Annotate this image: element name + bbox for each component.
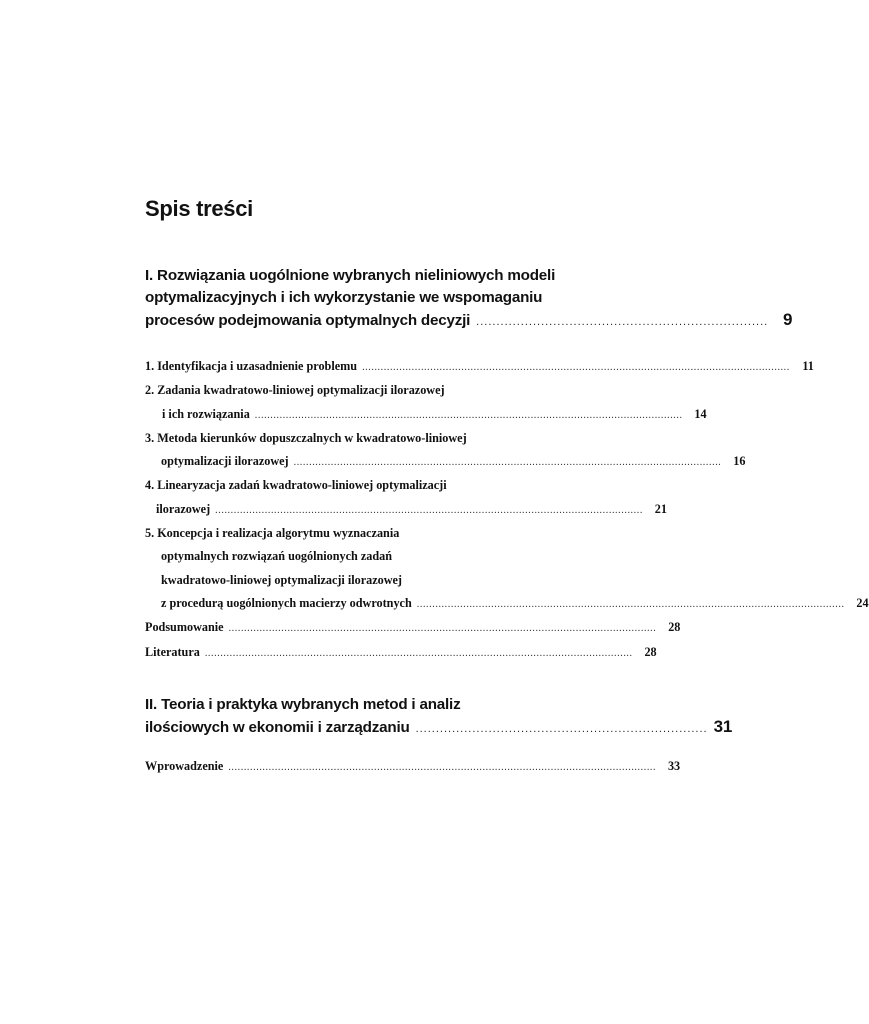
toc-entry-line [145, 403, 707, 427]
part-1-title-line: I. Rozwiązania uogólnione wybranych nieliniowych modeli [145, 267, 556, 284]
part-2-title-line: ilościowych w ekonomii i zarządzaniu [145, 719, 410, 736]
toc-entry-line [145, 641, 657, 665]
toc-entry-line [145, 616, 681, 640]
toc-entry-text: 2. Zadania kwadratowo-liniowej optymalizacji ilorazowej [145, 383, 445, 398]
toc-entry-3 [145, 427, 746, 475]
toc-entry-page: 28 [644, 644, 657, 659]
dot-leader: ........................................................................ [476, 316, 769, 328]
toc-entry-text: Podsumowanie [145, 620, 224, 635]
toc-entry-page: 28 [668, 620, 681, 635]
toc-entry-text: 5. Koncepcja i realizacja algorytmu wyznaczania [145, 526, 400, 541]
toc-entry-line [145, 450, 746, 474]
toc-entry-page: 24 [856, 595, 869, 610]
part-2-title-line: II. Teoria i praktyka wybranych metod i analiz [145, 696, 461, 713]
toc-entry-2 [145, 379, 707, 427]
toc-entry-text: optymalizacji ilorazowej [161, 454, 289, 469]
part-1-heading [145, 265, 793, 333]
dot-leader: ........................................................................ [415, 723, 708, 735]
toc-entry-text: ilorazowej [156, 501, 211, 516]
dot-leader: .......................................................................................................................................... [228, 623, 657, 635]
toc-entry-1 [145, 355, 814, 379]
part-1-title-last-line [145, 309, 793, 333]
dot-leader: .......................................................................................................................................... [204, 647, 633, 659]
toc-entry-summary [145, 616, 681, 640]
toc-entry-text: Literatura [145, 644, 200, 659]
toc-entry-line [145, 755, 681, 779]
toc-entry-text: 4. Linearyzacja zadań kwadratowo-liniowej optymalizacji [145, 478, 447, 493]
toc-entry-page: 14 [694, 406, 707, 421]
part-1-entries [145, 355, 869, 665]
toc-entry-page: 16 [733, 454, 746, 469]
dot-leader: .......................................................................................................................................... [215, 504, 643, 516]
dot-leader: .......................................................................................................................................... [362, 362, 790, 373]
part-1-title-line: optymalizacyjnych i ich wykorzystanie we wspomaganiu [145, 289, 543, 306]
part-2-title-last-line [145, 716, 733, 740]
part-2-entries [145, 755, 681, 779]
toc-entry-page: 33 [667, 759, 681, 773]
toc-entry-text: kwadratowo-liniowej optymalizacji ilorazowej [161, 572, 402, 587]
toc-entry-page: 11 [802, 359, 814, 373]
toc-entry-introduction [145, 755, 681, 779]
toc-entry-4 [145, 474, 667, 522]
toc-entry-text: 1. Identyfikacja i uzasadnienie problemu [145, 359, 358, 373]
dot-leader: .......................................................................................................................................... [254, 409, 683, 421]
dot-leader: .......................................................................................................................................... [293, 457, 722, 469]
toc-entry-line [145, 498, 667, 522]
dot-leader: .......................................................................................................................................... [416, 598, 845, 610]
toc-entry-text: optymalnych rozwiązań uogólnionych zadań [161, 549, 393, 564]
part-2-heading [145, 694, 733, 740]
part-2-page-number: 31 [713, 717, 733, 736]
toc-entry-text: 3. Metoda kierunków dopuszczalnych w kwadratowo-liniowej [145, 430, 467, 445]
toc-entry-text: z procedurą uogólnionych macierzy odwrotnych [161, 595, 412, 610]
toc-entry-5 [145, 522, 869, 616]
toc-entry-line [145, 592, 869, 616]
part-1-page-number: 9 [782, 310, 793, 329]
toc-entry-line [145, 355, 814, 379]
page-title: Spis treści [145, 196, 253, 221]
dot-leader: .......................................................................................................................................... [228, 762, 657, 773]
toc-entry-page: 21 [654, 501, 667, 516]
toc-entry-text: Wprowadzenie [145, 759, 224, 773]
part-1-title-line: procesów podejmowania optymalnych decyzji [145, 312, 471, 329]
toc-entry-literature [145, 641, 657, 665]
toc-entry-text: i ich rozwiązania [162, 406, 250, 421]
